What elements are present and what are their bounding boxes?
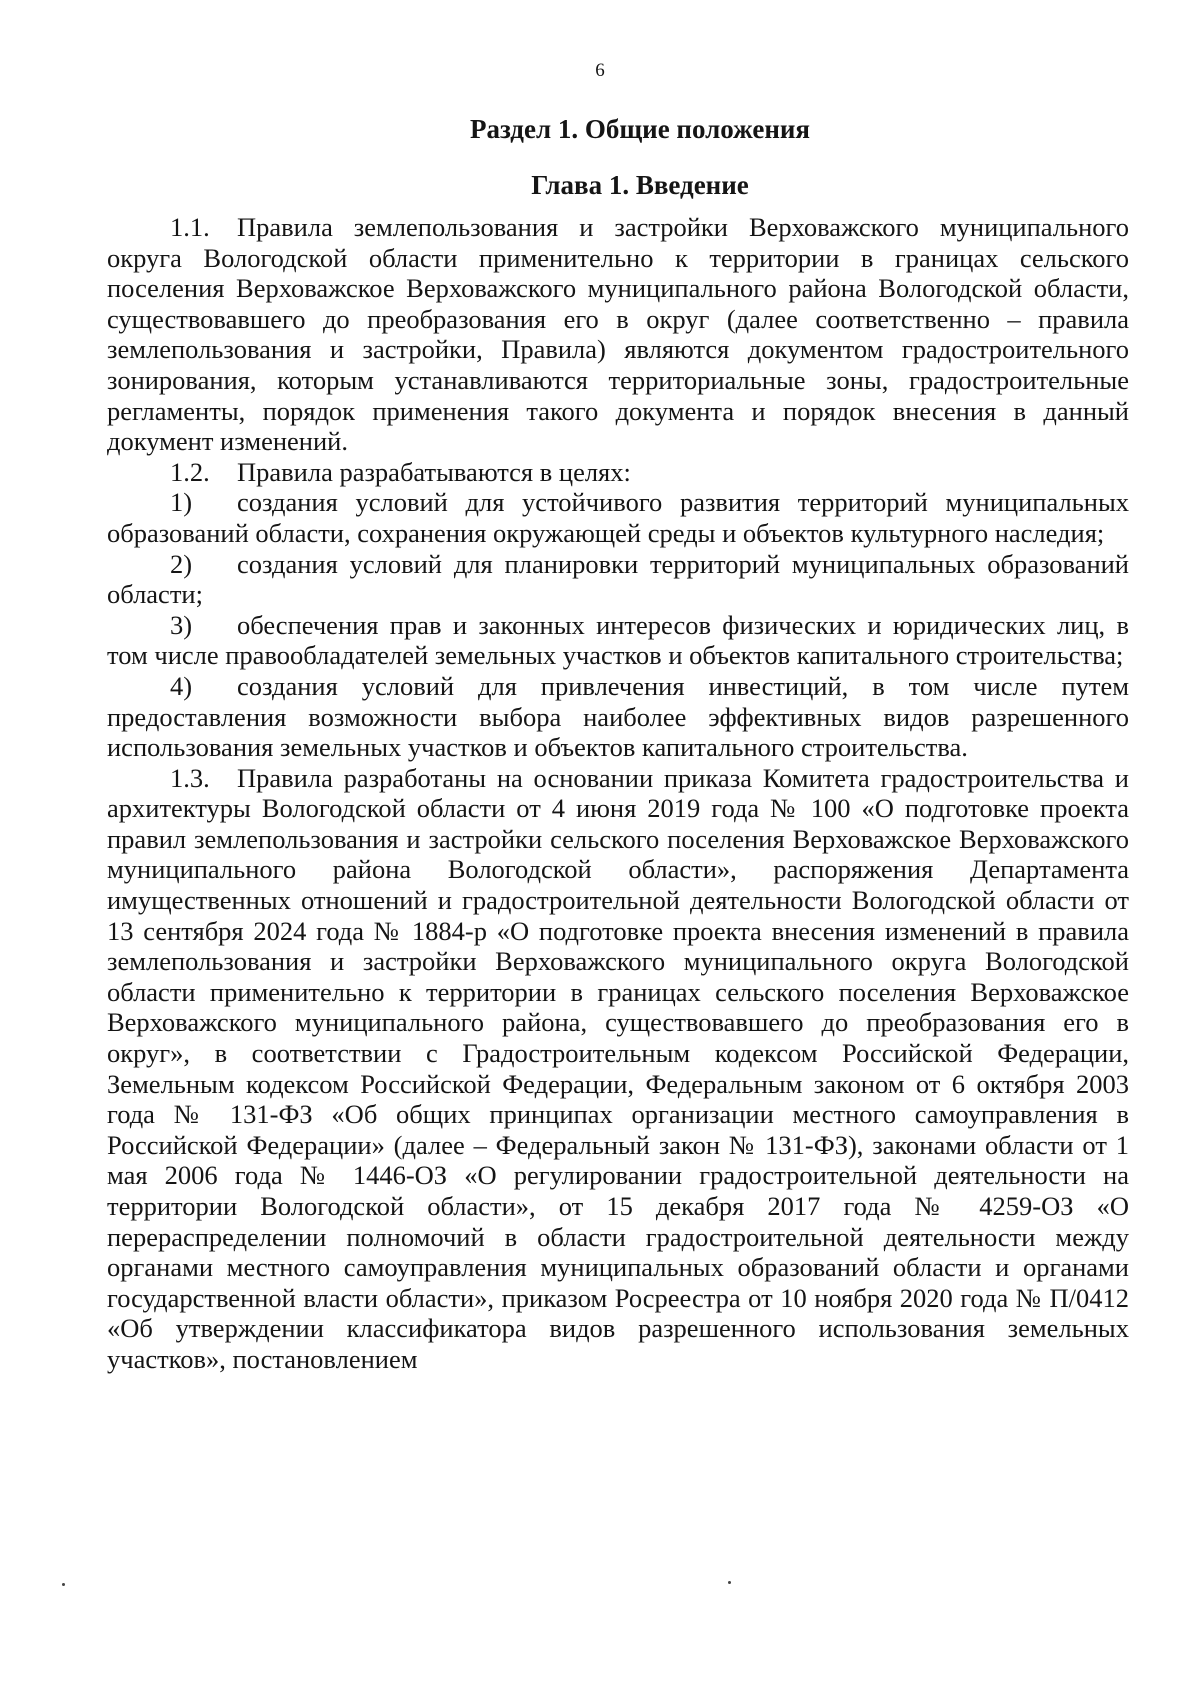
paragraph-number: 1.1. bbox=[170, 212, 210, 242]
list-item-3 bbox=[107, 610, 1129, 671]
paragraph-number: 1.2. bbox=[170, 456, 210, 487]
list-item-4 bbox=[107, 671, 1129, 763]
paragraph-text: Правила разработаны на основании приказа Комитета градостроительства и архитектуры Вологодской области от 4 июня 2019 года № 100 «О подготовке проекта правил землепользования и застройки сельского поселения Верховажское Верховажского муниципального района Вологодской области», распоряжения Департамента имущественных отношений и градостроительной деятельности Вологодской области от 13 сентября 2024 года № 1884-р «О подготовке проекта внесения изменений в правила землепользования и застройки Верховажского муниципального округа Вологодской области применительно к территории в границах сельского поселения Верховажское Верховажского муниципального района, существовавшего до преобразования его в округ», в соответствии с Градостроительным кодексом Российской Федерации, Земельным кодексом Российской Федерации, Федеральным законом от 6 октября 2003 года № 131-ФЗ «Об общих принципах организации местного самоуправления в Российской Федерации» (далее – Федеральный закон № 131-ФЗ), законами области от 1 мая 2006 года № 1446-ОЗ «О регулировании градостроительной деятельности на территории Вологодской области», от 15 декабря 2017 года № 4259-ОЗ «О перераспределении полномочий в области градостроительной деятельности между органами местного самоуправления муниципальных образований области и органами государственной власти области», приказом Росреестра от 10 ноября 2020 года № П/0412 «Об утверждении классификатора видов разрешенного использования земельных участков», постановлением bbox=[107, 762, 1129, 1374]
paragraph-1-2 bbox=[107, 457, 1129, 488]
list-item-number: 4) bbox=[170, 670, 193, 701]
scan-speck bbox=[728, 1581, 731, 1584]
chapter-title: Глава 1. Введение bbox=[531, 170, 749, 200]
list-item-text: создания условий для привлечения инвестиций, в том числе путем предоставления возможности выбора наиболее эффективных видов разрешенного использования земельных участков и объектов капитального строительства. bbox=[107, 670, 1129, 763]
list-item-text: обеспечения прав и законных интересов физических и юридических лиц, в том числе правообладателей земельных участков и объектов капитального строительства; bbox=[107, 609, 1129, 671]
paragraph-1-3 bbox=[107, 763, 1129, 1375]
paragraph-number: 1.3. bbox=[170, 762, 210, 793]
list-item-number: 3) bbox=[170, 609, 193, 640]
paragraph-1-1 bbox=[107, 212, 1129, 457]
body-text bbox=[107, 212, 1129, 1375]
paragraph-text: Правила разрабатываются в целях: bbox=[237, 456, 631, 487]
list-item-1 bbox=[107, 487, 1129, 548]
list-item-text: создания условий для планировки территорий муниципальных образований области; bbox=[107, 548, 1129, 610]
list-item-2 bbox=[107, 549, 1129, 610]
page-number: 6 bbox=[595, 60, 605, 81]
list-item-number: 1) bbox=[170, 487, 193, 518]
paragraph-text: Правила землепользования и застройки Верховажского муниципального округа Вологодской области применительно к территории в границах сельского поселения Верховажское Верховажского муниципального района Вологодской области, существовавшего до преобразования его в округ (далее соответственно – правила землепользования и застройки, Правила) являются документом градостроительного зонирования, которым устанавливаются территориальные зоны, градостроительные регламенты, порядок применения такого документа и порядок внесения в данный документ изменений. bbox=[107, 212, 1129, 457]
list-item-number: 2) bbox=[170, 548, 193, 579]
section-title: Раздел 1. Общие положения bbox=[469, 114, 811, 144]
list-item-text: создания условий для устойчивого развития территорий муниципальных образований области, сохранения окружающей среды и объектов культурного наследия; bbox=[107, 487, 1129, 548]
scan-speck bbox=[62, 1583, 65, 1586]
